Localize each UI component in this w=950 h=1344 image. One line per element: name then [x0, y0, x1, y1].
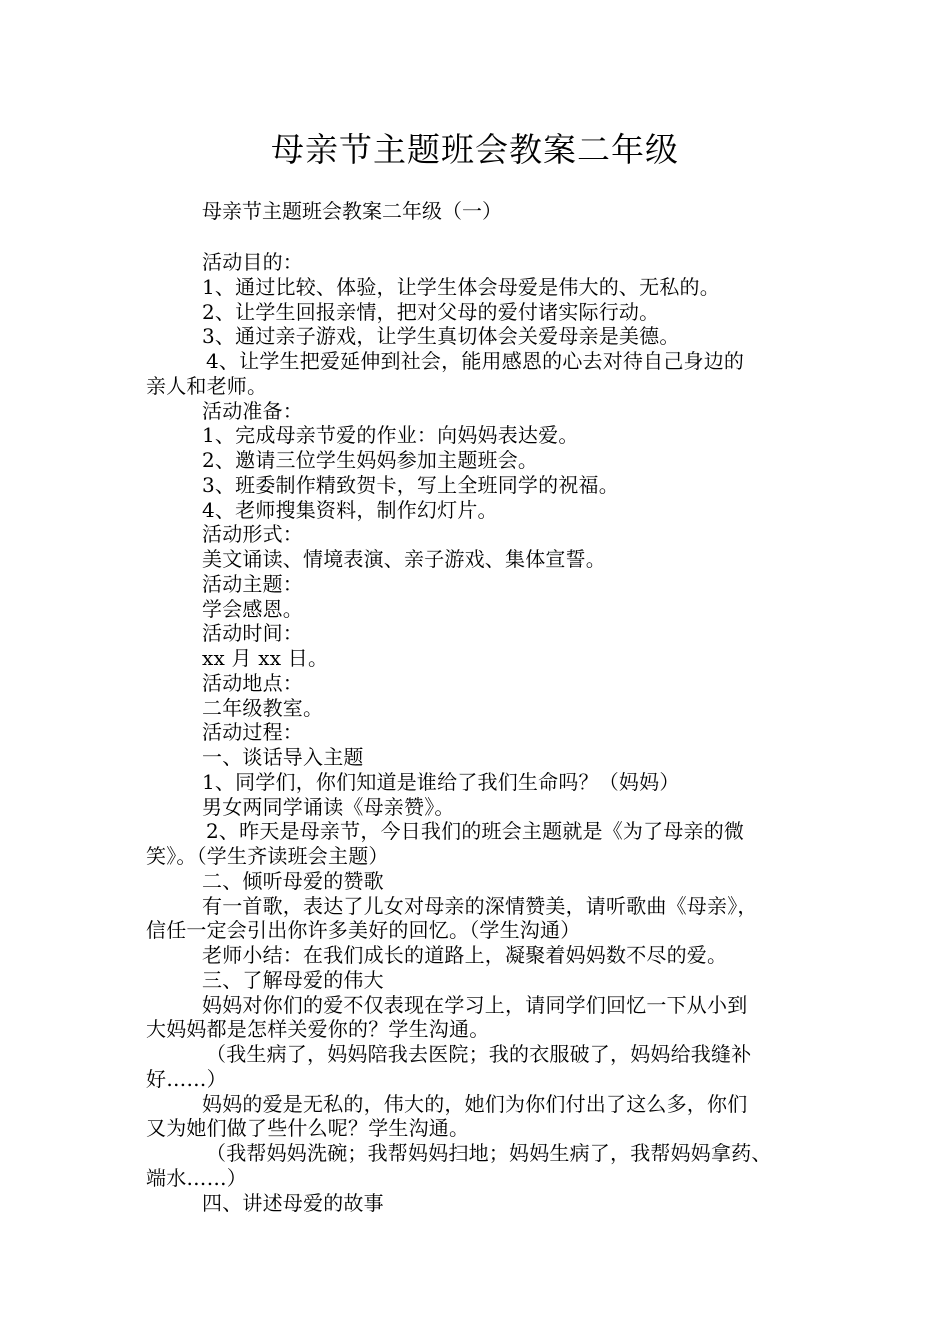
text-line: 2、昨天是母亲节，今日我们的班会主题就是《为了母亲的微: [206, 819, 745, 844]
text-line: 三、了解母爱的伟大: [202, 967, 384, 992]
text-line: 活动时间：: [202, 621, 303, 646]
text-line: 又为她们做了些什么呢？学生沟通。: [146, 1116, 470, 1141]
document-body: [146, 250, 814, 1215]
text-line: （我帮妈妈洗碗；我帮妈妈扫地；妈妈生病了，我帮妈妈拿药、: [206, 1141, 772, 1165]
text-line: 活动主题：: [202, 571, 303, 596]
text-line: 四、讲述母爱的故事: [202, 1190, 384, 1215]
text-line: 1、同学们，你们知道是谁给了我们生命吗？（妈妈）: [202, 769, 680, 794]
text-line: 学会感恩。: [202, 596, 303, 621]
text-line: 妈妈对你们的爱不仅表现在学习上，请同学们回忆一下从小到: [202, 992, 748, 1017]
text-line: 大妈妈都是怎样关爱你的？学生沟通。: [146, 1017, 490, 1042]
text-line: 2、让学生回报亲情，把对父母的爱付诸实际行动。: [202, 299, 660, 324]
text-line: 一、谈话导入主题: [202, 745, 364, 769]
text-line: 3、通过亲子游戏，让学生真切体会关爱母亲是美德。: [202, 324, 680, 349]
text-line: （我生病了，妈妈陪我去医院；我的衣服破了，妈妈给我缝补: [206, 1042, 752, 1066]
text-line: 端水……）: [146, 1165, 247, 1190]
text-line: 好……）: [146, 1066, 227, 1091]
text-line: 活动目的：: [202, 250, 303, 274]
text-line: 美文诵读、情境表演、亲子游戏、集体宣誓。: [202, 547, 606, 571]
text-line: 笑》。（学生齐读班会主题）: [146, 844, 389, 868]
text-line: 老师小结：在我们成长的道路上，凝聚着妈妈数不尽的爱。: [202, 943, 728, 967]
text-line: 4、让学生把爱延伸到社会，能用感恩的心去对待自己身边的: [206, 349, 745, 373]
text-line: 二年级教室。: [202, 695, 324, 720]
document-title: 母亲节主题班会教案二年级: [271, 130, 679, 169]
text-line: 信任一定会引出你许多美好的回忆。（学生沟通）: [146, 918, 581, 943]
text-line: 4、老师搜集资料，制作幻灯片。: [202, 497, 498, 522]
text-line: 活动形式：: [202, 522, 303, 547]
text-line: 二、倾听母爱的赞歌: [202, 868, 384, 893]
text-line: 妈妈的爱是无私的，伟大的，她们为你们付出了这么多，你们: [202, 1091, 748, 1116]
text-line: 活动过程：: [202, 720, 303, 745]
text-line: 1、通过比较、体验，让学生体会母爱是伟大的、无私的。: [202, 274, 720, 299]
document-subtitle: 母亲节主题班会教案二年级（一）: [202, 199, 502, 223]
text-line: xx 月 xx 日。: [202, 646, 329, 670]
text-line: 2、邀请三位学生妈妈参加主题班会。: [202, 448, 539, 472]
text-line: 1、完成母亲节爱的作业：向妈妈表达爱。: [202, 423, 579, 448]
text-line: 活动准备：: [202, 398, 303, 423]
text-line: 男女两同学诵读《母亲赞》。: [202, 794, 455, 819]
text-line: 3、班委制作精致贺卡，写上全班同学的祝福。: [202, 472, 619, 497]
text-line: 有一首歌，表达了儿女对母亲的深情赞美，请听歌曲《母亲》，: [202, 893, 758, 918]
text-line: 亲人和老师。: [146, 373, 268, 398]
text-line: 活动地点：: [202, 670, 303, 695]
